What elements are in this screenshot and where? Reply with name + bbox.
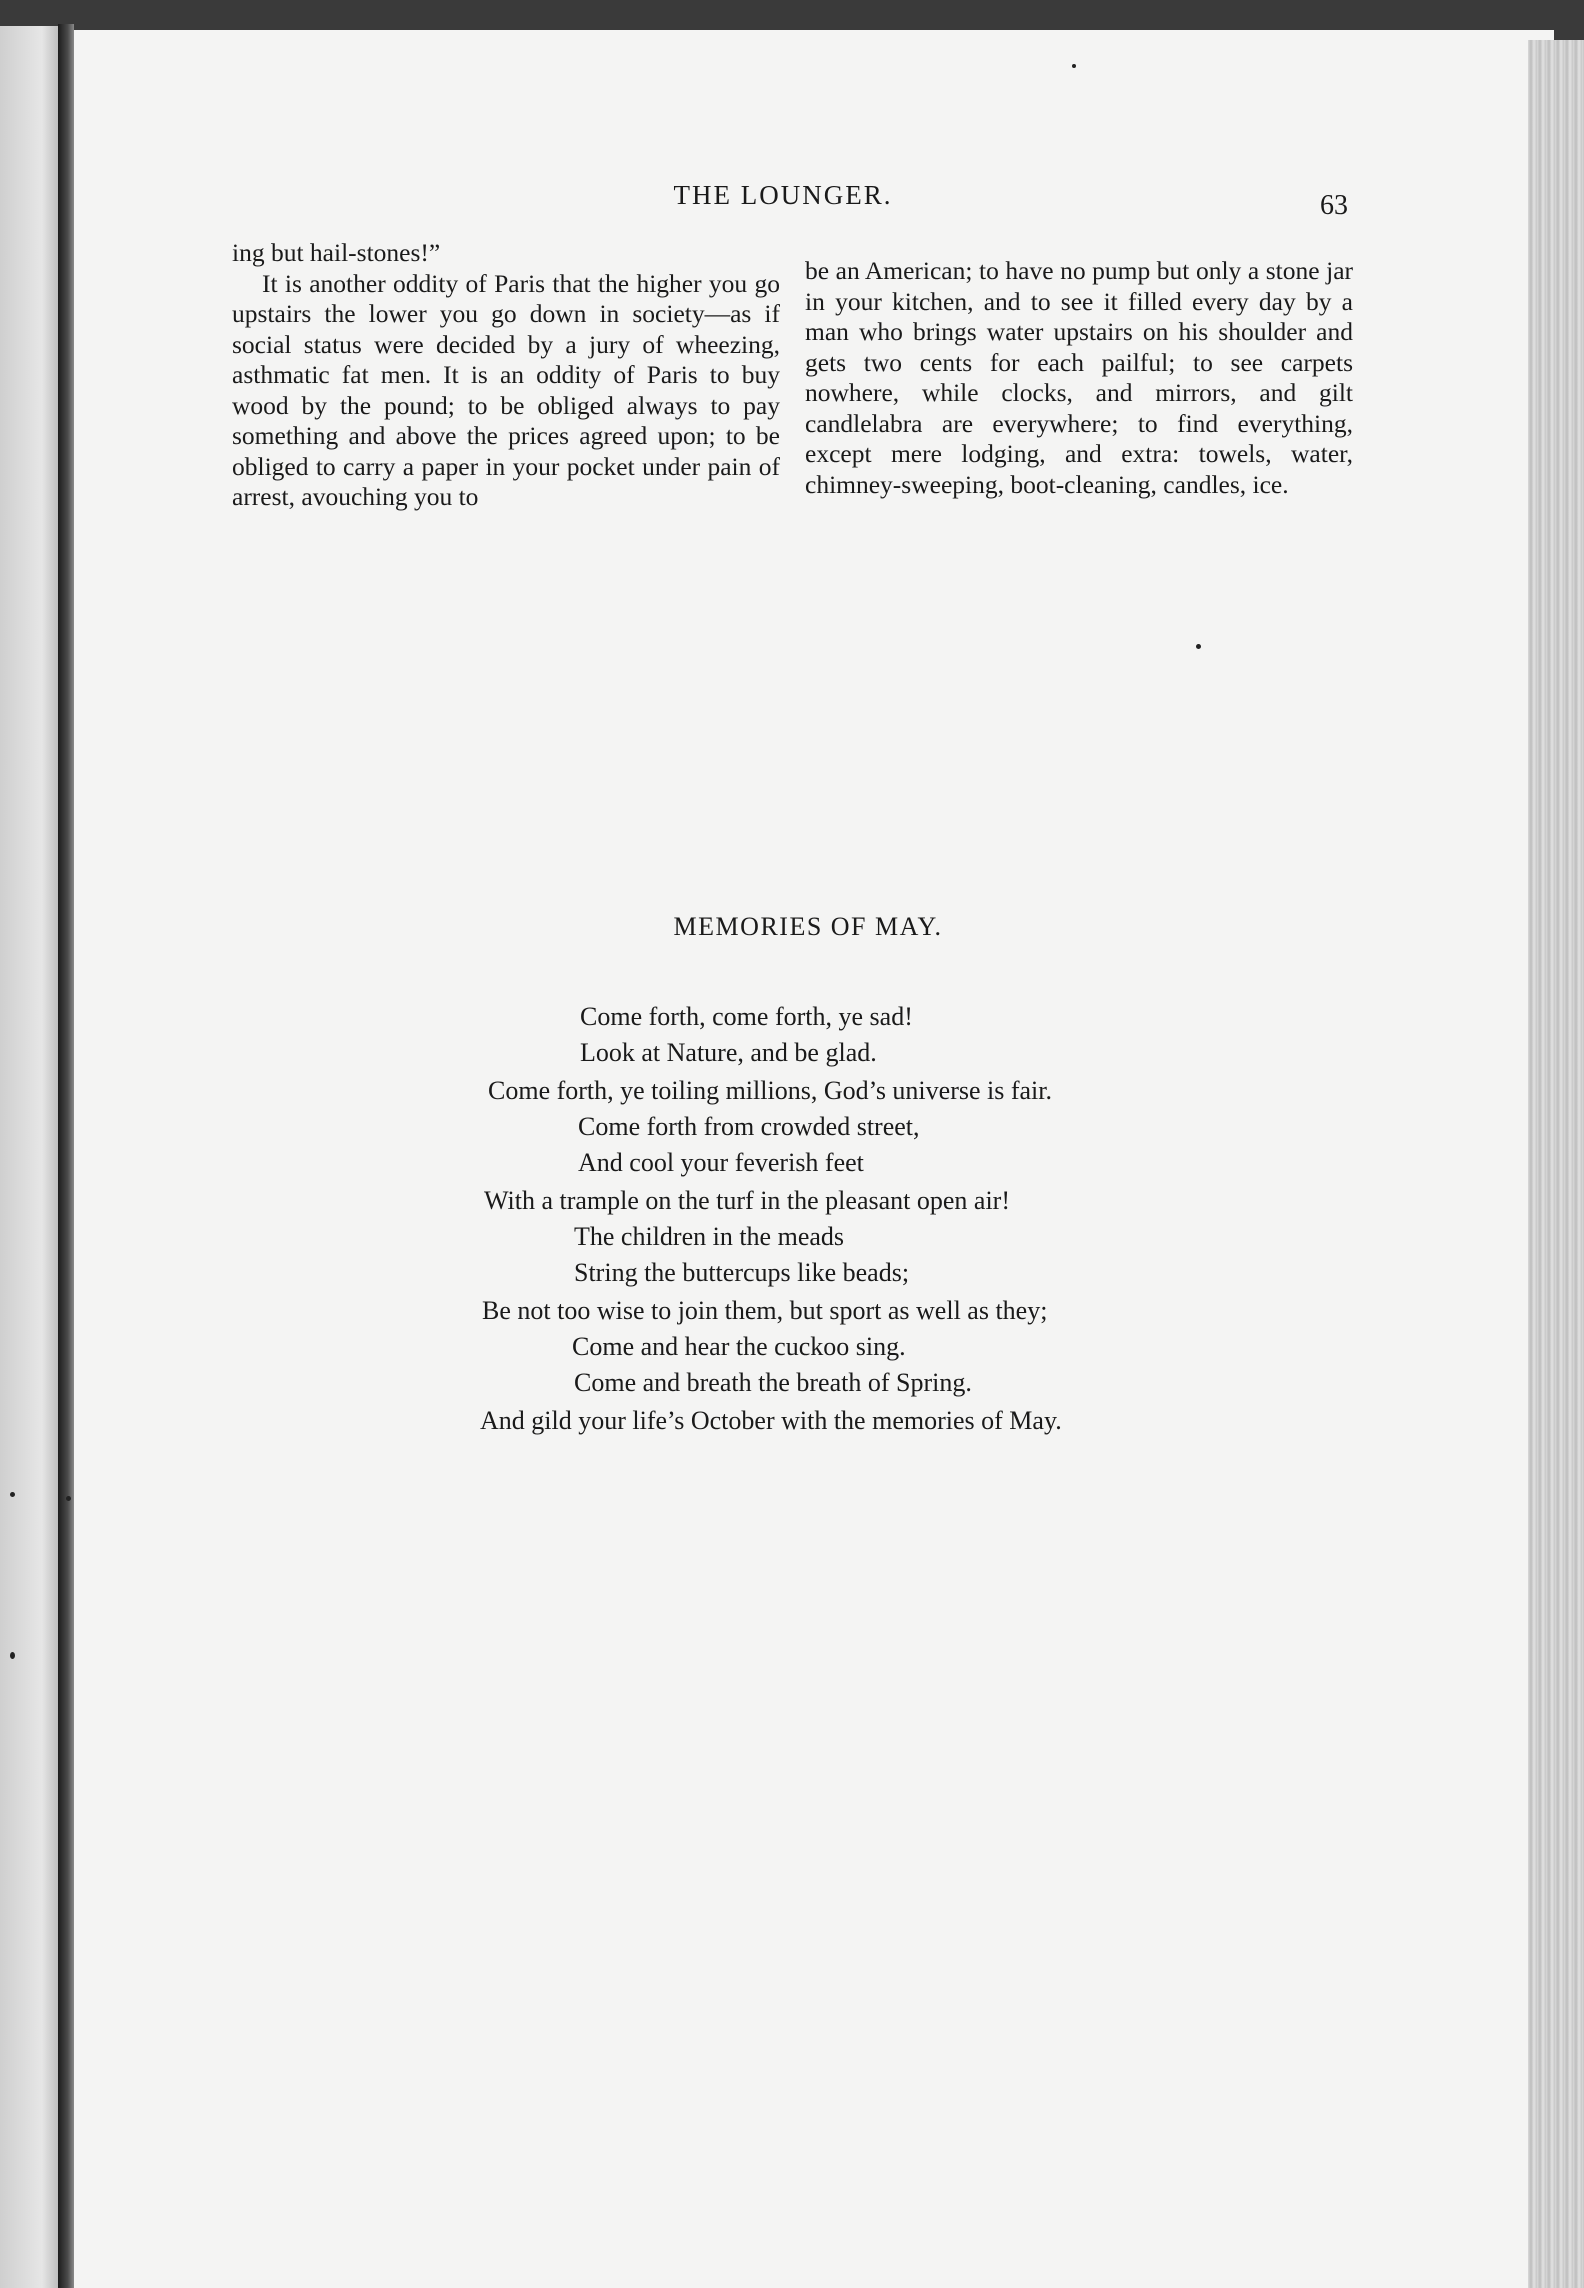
scan-speck bbox=[1196, 644, 1201, 649]
poem-line: And gild your life’s October with the memories of May. bbox=[480, 1406, 1062, 1435]
paragraph: be an American; to have no pump but only a stone jar in your kitchen, and to see it filled every day by a man who brings water upstairs on his shoulder and gets two cents for each pailful; to see carpets nowhere, while clocks, and mirrors, and gilt candlelabra are everywhere; to find everything, except mere lodging, and extra: towels, water, chimney-sweeping, boot-cleaning, candles, ice. bbox=[805, 256, 1353, 499]
scan-speck bbox=[1072, 64, 1076, 68]
poem-line: String the buttercups like beads; bbox=[574, 1258, 910, 1287]
poem-line: The children in the meads bbox=[574, 1222, 845, 1251]
scan-speck bbox=[10, 1492, 15, 1497]
paragraph: ing but hail-stones!” bbox=[232, 238, 441, 267]
page-number: 63 bbox=[1320, 190, 1348, 221]
scan-speck bbox=[66, 1496, 71, 1501]
poem-line: Come and breath the breath of Spring. bbox=[574, 1368, 972, 1397]
poem-line: And cool your feverish feet bbox=[578, 1148, 864, 1177]
previous-page-edge bbox=[0, 26, 60, 2288]
poem-line: Come forth from crowded street, bbox=[578, 1112, 920, 1141]
poem-line: With a trample on the turf in the pleasant open air! bbox=[484, 1186, 1010, 1215]
poem-title: MEMORIES OF MAY. bbox=[673, 912, 943, 941]
page bbox=[72, 30, 1554, 2288]
poem-line: Look at Nature, and be glad. bbox=[580, 1038, 877, 1067]
scan-speck bbox=[10, 1652, 15, 1659]
page-stack-edge bbox=[1528, 40, 1584, 2288]
poem-line: Come forth, ye toiling millions, God’s universe is fair. bbox=[488, 1076, 1053, 1105]
left-column bbox=[232, 238, 780, 513]
poem-line: Come and hear the cuckoo sing. bbox=[572, 1332, 906, 1361]
binding-gutter bbox=[58, 24, 74, 2288]
running-head: THE LOUNGER. bbox=[673, 180, 893, 210]
right-column bbox=[805, 256, 1353, 500]
poem-line: Come forth, come forth, ye sad! bbox=[580, 1002, 913, 1031]
paragraph: It is another oddity of Paris that the higher you go upstairs the lower you go down in society—as if social status were decided by a jury of wheezing, asthmatic fat men. It is an oddity of Paris to buy wood by the pound; to be obliged always to pay something and above the prices agreed upon; to be obliged to carry a paper in your pocket under pain of arrest, avouching you to bbox=[232, 268, 780, 511]
poem-line: Be not too wise to join them, but sport as well as they; bbox=[482, 1296, 1048, 1325]
